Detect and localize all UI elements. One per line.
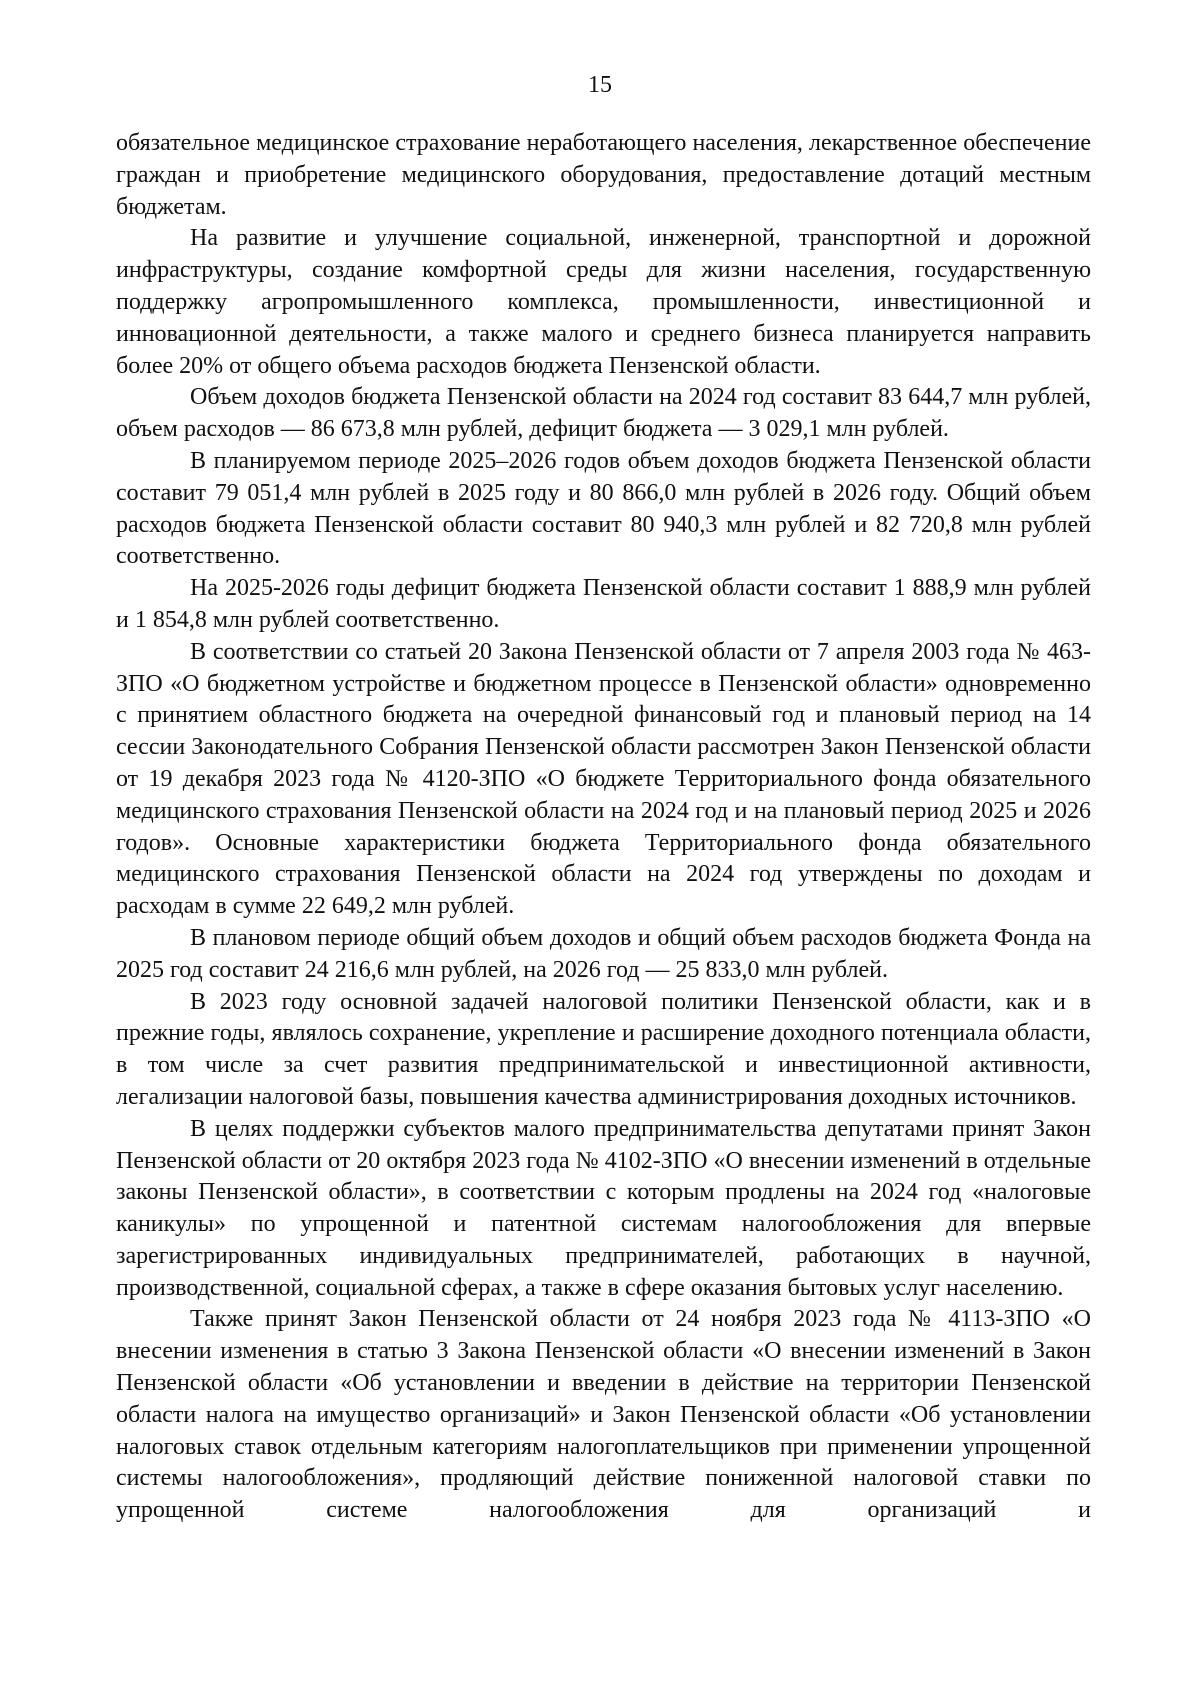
paragraph-infrastructure: На развитие и улучшение социальной, инженерной, транспортной и дорожной инфраструктуры, создание комфортной среды для жизни населения, государственную поддержку агропромышленного комплекса, промышленности, инвестиционной и инновационной деятельности, а также малого и среднего бизнеса планируется направить более 20% от общего объема расходов бюджета Пензенской области. (116, 225, 1091, 379)
paragraph-tfoms-law: В соответствии со статьей 20 Закона Пензенской области от 7 апреля 2003 года № 463-ЗПО «О бюджетном устройстве и бюджетном процессе в Пензенской области» одновременно с принятием областного бюджета на очередной финансовый год и плановый период на 14 сессии Законодательного Собрания Пензенской области рассмотрен Закон Пензенской области от 19 декабря 2023 года № 4120-ЗПО «О бюджете Территориального фонда обязательного медицинского страхования Пензенской области на 2024 год и на плановый период 2025 и 2026 годов». Основные характеристики бюджета Территориального фонда обязательного медицинского страхования Пензенской области на 2024 год утверждены по доходам и расходам в сумме 22 649,2 млн рублей. (116, 638, 1091, 920)
paragraph-fund-planned: В плановом периоде общий объем доходов и общий объем расходов бюджета Фонда на 2025 год составит 24 216,6 млн рублей, на 2026 год — 25 833,0 млн рублей. (116, 924, 1091, 983)
page-number: 15 (588, 72, 612, 98)
paragraph-budget-2024: Объем доходов бюджета Пензенской области на 2024 год составит 83 644,7 млн рублей, объем расходов — 86 673,8 млн рублей, дефицит бюджета — 3 029,1 млн рублей. (116, 384, 1091, 443)
paragraph-deficit: На 2025-2026 годы дефицит бюджета Пензенской области составит 1 888,9 млн рублей и 1 854,8 млн рублей соответственно. (116, 575, 1091, 633)
paragraph-reduced-rate: Также принят Закон Пензенской области от 24 ноября 2023 года № 4113-ЗПО «О внесении изменения в статью 3 Закона Пензенской области «О внесении изменений в Закон Пензенской области «Об установлении и введении в действие на территории Пензенской области налога на имущество организаций» и Закон Пензенской области «Об установлении налоговых ставок отдельным категориям налогоплательщиков при применении упрощенной системы налогообложения», продляющий действие пониженной налоговой ставки по упрощенной системе налогообложения для организаций и (116, 1306, 1091, 1524)
paragraph-continuation: обязательное медицинское страхование неработающего населения, лекарственное обеспечение граждан и приобретение медицинского оборудования, предоставление дотаций местным бюджетам. (116, 130, 1091, 220)
paragraph-planned-period: В планируемом периоде 2025–2026 годов объем доходов бюджета Пензенской области составит 79 051,4 млн рублей в 2025 году и 80 866,0 млн рублей в 2026 году. Общий объем расходов бюджета Пензенской области составит 80 940,3 млн рублей и 82 720,8 млн рублей соответственно. (116, 447, 1091, 570)
document-body (116, 128, 1091, 1527)
paragraph-tax-holidays: В целях поддержки субъектов малого предпринимательства депутатами принят Закон Пензенской области от 20 октября 2023 года № 4102-ЗПО «О внесении изменений в отдельные законы Пензенской области», в соответствии с которым продлены на 2024 год «налоговые каникулы» по упрощенной и патентной системам налогообложения для впервые зарегистрированных индивидуальных предпринимателей, работающих в научной, производственной, социальной сферах, а также в сфере оказания бытовых услуг населению. (116, 1115, 1091, 1301)
paragraph-tax-policy: В 2023 году основной задачей налоговой политики Пензенской области, как и в прежние годы, являлось сохранение, укрепление и расширение доходного потенциала области, в том числе за счет развития предпринимательской и инвестиционной активности, легализации налоговой базы, повышения качества администрирования доходных источников. (116, 988, 1091, 1110)
